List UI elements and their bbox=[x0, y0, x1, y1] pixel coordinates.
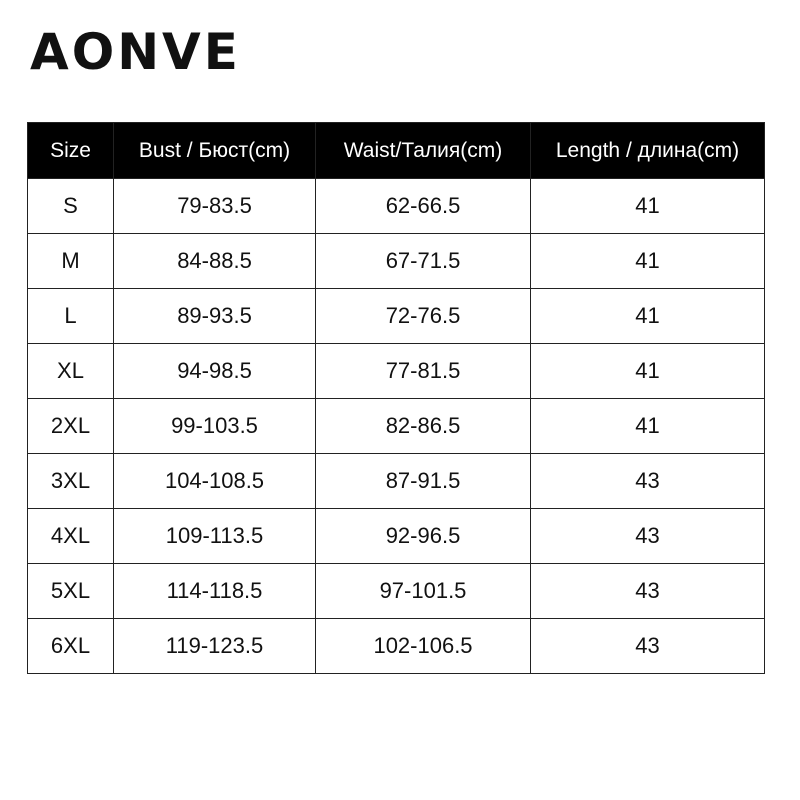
cell-bust: 84-88.5 bbox=[114, 234, 316, 289]
cell-length: 43 bbox=[531, 619, 765, 674]
size-chart-header bbox=[28, 123, 765, 179]
cell-size: XL bbox=[28, 344, 114, 399]
header-bust: Bust / Бюст(cm) bbox=[114, 123, 316, 179]
cell-length: 41 bbox=[531, 289, 765, 344]
table-row bbox=[28, 179, 765, 234]
cell-length: 43 bbox=[531, 509, 765, 564]
header-row bbox=[28, 123, 765, 179]
cell-size: 2XL bbox=[28, 399, 114, 454]
cell-size: 4XL bbox=[28, 509, 114, 564]
cell-waist: 87-91.5 bbox=[316, 454, 531, 509]
cell-length: 43 bbox=[531, 564, 765, 619]
cell-waist: 77-81.5 bbox=[316, 344, 531, 399]
size-chart-body bbox=[28, 179, 765, 674]
cell-waist: 82-86.5 bbox=[316, 399, 531, 454]
cell-waist: 72-76.5 bbox=[316, 289, 531, 344]
cell-length: 43 bbox=[531, 454, 765, 509]
cell-length: 41 bbox=[531, 234, 765, 289]
table-row bbox=[28, 454, 765, 509]
cell-bust: 79-83.5 bbox=[114, 179, 316, 234]
header-size: Size bbox=[28, 123, 114, 179]
table-row bbox=[28, 399, 765, 454]
cell-size: 3XL bbox=[28, 454, 114, 509]
header-waist: Waist/Талия(cm) bbox=[316, 123, 531, 179]
cell-waist: 97-101.5 bbox=[316, 564, 531, 619]
cell-bust: 119-123.5 bbox=[114, 619, 316, 674]
cell-size: 5XL bbox=[28, 564, 114, 619]
size-chart-table bbox=[27, 122, 765, 674]
brand-logo: AONVE bbox=[30, 23, 241, 81]
cell-waist: 92-96.5 bbox=[316, 509, 531, 564]
header-length: Length / длина(cm) bbox=[531, 123, 765, 179]
cell-bust: 109-113.5 bbox=[114, 509, 316, 564]
cell-bust: 94-98.5 bbox=[114, 344, 316, 399]
table-row bbox=[28, 344, 765, 399]
cell-length: 41 bbox=[531, 344, 765, 399]
cell-waist: 62-66.5 bbox=[316, 179, 531, 234]
cell-bust: 114-118.5 bbox=[114, 564, 316, 619]
cell-size: L bbox=[28, 289, 114, 344]
cell-length: 41 bbox=[531, 179, 765, 234]
cell-size: 6XL bbox=[28, 619, 114, 674]
cell-bust: 104-108.5 bbox=[114, 454, 316, 509]
table-row bbox=[28, 289, 765, 344]
cell-waist: 67-71.5 bbox=[316, 234, 531, 289]
cell-size: M bbox=[28, 234, 114, 289]
cell-waist: 102-106.5 bbox=[316, 619, 531, 674]
table-row bbox=[28, 234, 765, 289]
cell-bust: 89-93.5 bbox=[114, 289, 316, 344]
cell-size: S bbox=[28, 179, 114, 234]
cell-bust: 99-103.5 bbox=[114, 399, 316, 454]
table-row bbox=[28, 619, 765, 674]
table-row bbox=[28, 509, 765, 564]
table-row bbox=[28, 564, 765, 619]
cell-length: 41 bbox=[531, 399, 765, 454]
